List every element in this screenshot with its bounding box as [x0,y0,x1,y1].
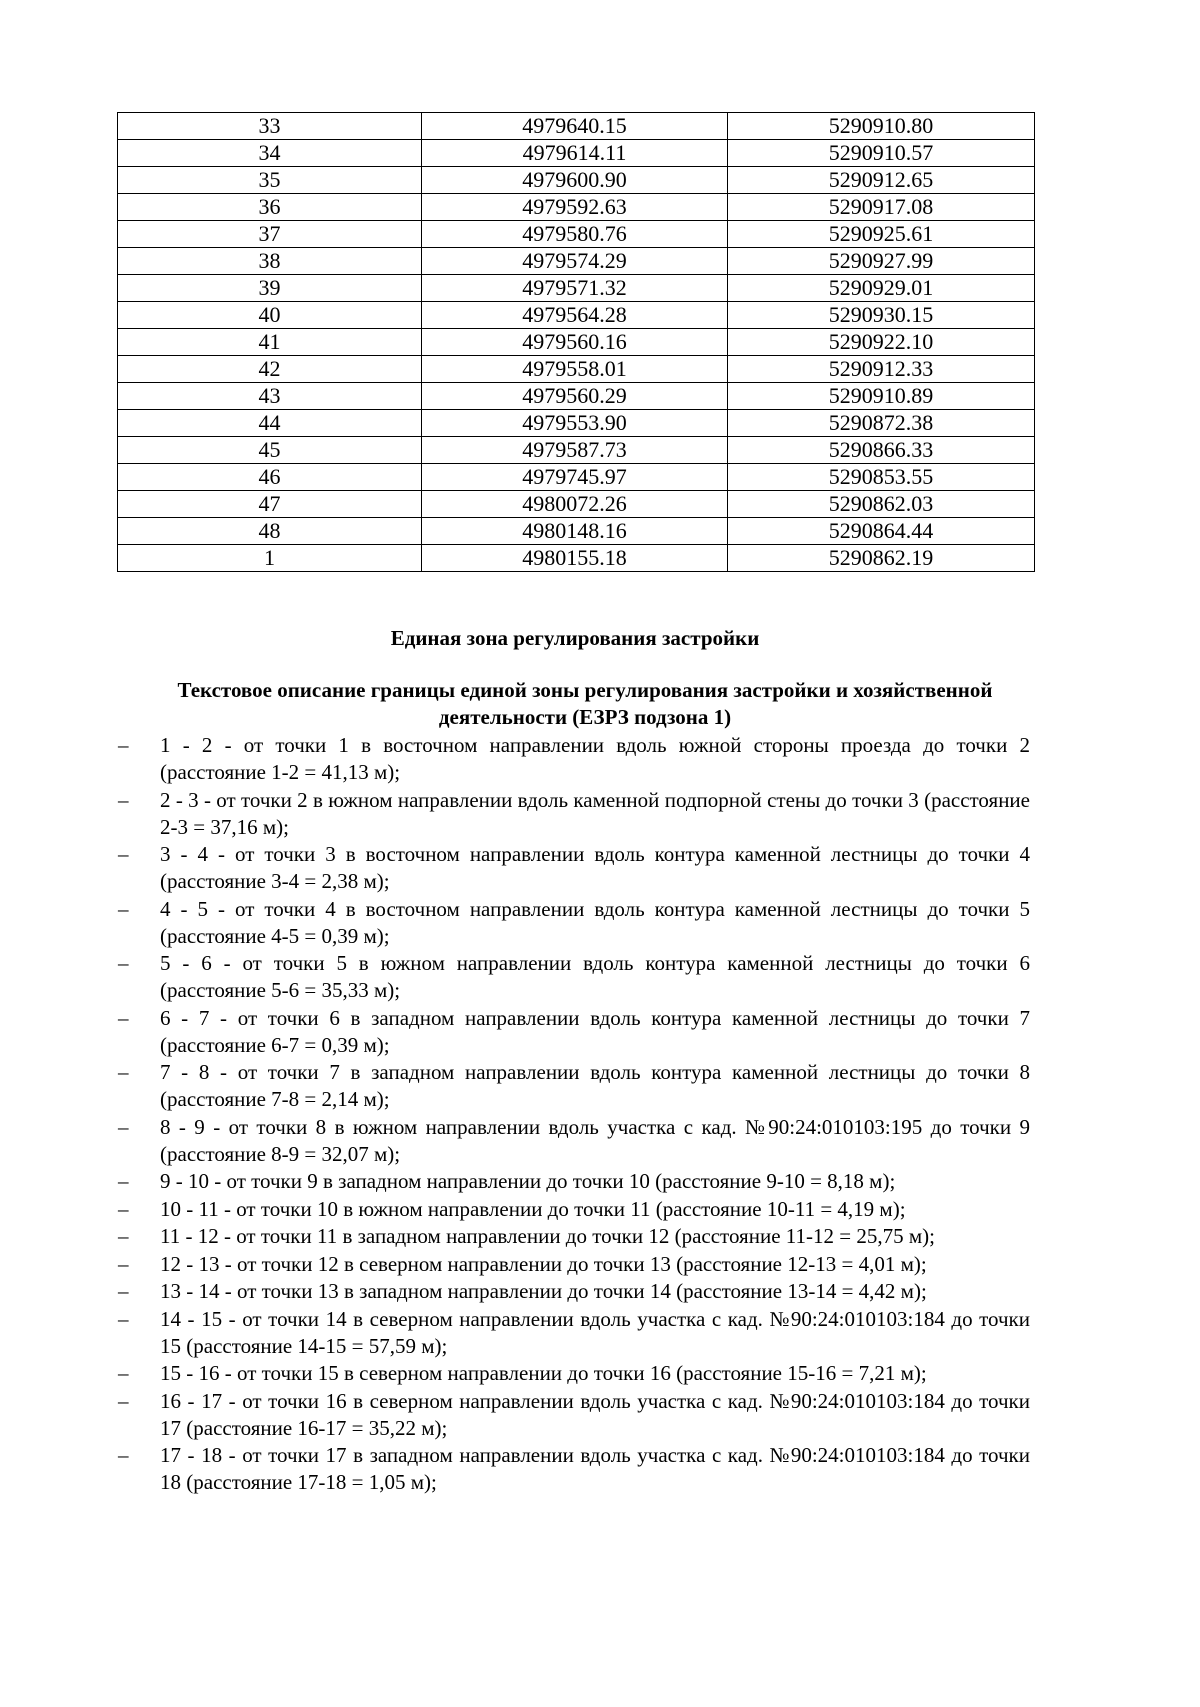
point-number-cell: 34 [118,140,422,167]
list-item-text: 2 - 3 - от точки 2 в южном направлении вдоль каменной подпорной стены до точки 3 (расстояние 2-3 = 37,16 м); [160,787,1030,839]
x-coordinate-cell: 4979745.97 [422,464,728,491]
table-row [118,464,1035,491]
table-row [118,275,1035,302]
dash-bullet: – [118,1361,129,1385]
y-coordinate-cell: 5290910.89 [728,383,1035,410]
list-item [118,1360,1030,1387]
list-item [118,1196,1030,1223]
table-row [118,140,1035,167]
table-row [118,113,1035,140]
point-number-cell: 41 [118,329,422,356]
dash-bullet: – [118,1196,129,1221]
x-coordinate-cell: 4979614.11 [422,140,728,167]
y-coordinate-cell: 5290862.19 [728,545,1035,572]
list-item-text: 1 - 2 - от точки 1 в восточном направлении вдоль южной стороны проезда до точки 2 (расстояние 1-2 = 41,13 м); [160,733,1030,784]
list-item [118,1114,1030,1168]
list-item-text: 15 - 16 - от точки 15 в северном направлении до точки 16 (расстояние 15-16 = 7,21 м); [160,1361,927,1385]
list-item [118,841,1030,895]
dash-bullet: – [118,733,129,757]
dash-bullet: – [118,1114,129,1139]
y-coordinate-cell: 5290912.65 [728,167,1035,194]
x-coordinate-cell: 4980148.16 [422,518,728,545]
list-item-text: 9 - 10 - от точки 9 в западном направлении до точки 10 (расстояние 9-10 = 8,18 м); [160,1169,896,1193]
table-row [118,545,1035,572]
list-item [118,732,1030,786]
dash-bullet: – [118,1388,129,1413]
dash-bullet: – [118,787,129,812]
point-number-cell: 46 [118,464,422,491]
x-coordinate-cell: 4979553.90 [422,410,728,437]
x-coordinate-cell: 4979560.29 [422,383,728,410]
list-item [118,1251,1030,1278]
x-coordinate-cell: 4979564.28 [422,302,728,329]
dash-bullet: – [118,1443,129,1467]
list-item [118,1059,1030,1113]
point-number-cell: 1 [118,545,422,572]
list-item-text: 12 - 13 - от точки 12 в северном направлении до точки 13 (расстояние 12-13 = 4,01 м); [160,1251,927,1276]
dash-bullet: – [118,1251,129,1276]
list-item [118,1223,1030,1250]
boundary-description-list [118,732,1030,1497]
list-item-text: 16 - 17 - от точки 16 в северном направлении вдоль участка с кад. №90:24:010103:184 до точки 17 (расстояние 16-17 = 35,22 м); [160,1388,1030,1440]
point-number-cell: 45 [118,437,422,464]
table-row [118,329,1035,356]
point-number-cell: 43 [118,383,422,410]
point-number-cell: 33 [118,113,422,140]
list-item [118,1168,1030,1195]
x-coordinate-cell: 4979560.16 [422,329,728,356]
table-row [118,302,1035,329]
x-coordinate-cell: 4979558.01 [422,356,728,383]
x-coordinate-cell: 4979600.90 [422,167,728,194]
list-item-text: 7 - 8 - от точки 7 в западном направлении вдоль контура каменной лестницы до точки 8 (расстояние 7-8 = 2,14 м); [160,1060,1030,1111]
table-row [118,383,1035,410]
y-coordinate-cell: 5290910.57 [728,140,1035,167]
list-item-text: 6 - 7 - от точки 6 в западном направлении вдоль контура каменной лестницы до точки 7 (расстояние 6-7 = 0,39 м); [160,1005,1030,1057]
list-item-text: 8 - 9 - от точки 8 в южном направлении вдоль участка с кад. №90:24:010103:195 до точки 9 (расстояние 8-9 = 32,07 м); [160,1114,1030,1166]
y-coordinate-cell: 5290853.55 [728,464,1035,491]
coordinates-table [117,112,1035,572]
section-title: Единая зона регулирования застройки [390,626,760,650]
x-coordinate-cell: 4979592.63 [422,194,728,221]
list-item [118,1442,1030,1496]
table-row [118,167,1035,194]
x-coordinate-cell: 4979571.32 [422,275,728,302]
point-number-cell: 44 [118,410,422,437]
table-row [118,491,1035,518]
point-number-cell: 40 [118,302,422,329]
table-row [118,248,1035,275]
dash-bullet: – [118,896,129,921]
point-number-cell: 38 [118,248,422,275]
list-item-text: 5 - 6 - от точки 5 в южном направлении вдоль контура каменной лестницы до точки 6 (расстояние 5-6 = 35,33 м); [160,951,1030,1002]
list-item [118,1278,1030,1305]
table-row [118,410,1035,437]
y-coordinate-cell: 5290872.38 [728,410,1035,437]
y-coordinate-cell: 5290910.80 [728,113,1035,140]
dash-bullet: – [118,1005,129,1030]
y-coordinate-cell: 5290917.08 [728,194,1035,221]
list-item-text: 17 - 18 - от точки 17 в западном направлении вдоль участка с кад. №90:24:010103:184 до точки 18 (расстояние 17-18 = 1,05 м); [160,1443,1030,1494]
point-number-cell: 47 [118,491,422,518]
list-item [118,1005,1030,1059]
list-item [118,950,1030,1004]
x-coordinate-cell: 4979574.29 [422,248,728,275]
point-number-cell: 36 [118,194,422,221]
x-coordinate-cell: 4980155.18 [422,545,728,572]
y-coordinate-cell: 5290930.15 [728,302,1035,329]
list-item [118,1306,1030,1360]
table-row [118,221,1035,248]
y-coordinate-cell: 5290927.99 [728,248,1035,275]
y-coordinate-cell: 5290912.33 [728,356,1035,383]
list-item-text: 13 - 14 - от точки 13 в западном направлении до точки 14 (расстояние 13-14 = 4,42 м); [160,1279,927,1303]
table-row [118,518,1035,545]
dash-bullet: – [118,1279,129,1303]
point-number-cell: 48 [118,518,422,545]
y-coordinate-cell: 5290866.33 [728,437,1035,464]
dash-bullet: – [118,1224,129,1248]
list-item-text: 14 - 15 - от точки 14 в северном направлении вдоль участка с кад. №90:24:010103:184 до точки 15 (расстояние 14-15 = 57,59 м); [160,1306,1030,1358]
point-number-cell: 35 [118,167,422,194]
list-item [118,896,1030,950]
y-coordinate-cell: 5290864.44 [728,518,1035,545]
y-coordinate-cell: 5290862.03 [728,491,1035,518]
list-item-text: 4 - 5 - от точки 4 в восточном направлении вдоль контура каменной лестницы до точки 5 (расстояние 4-5 = 0,39 м); [160,896,1030,948]
list-item [118,787,1030,841]
dash-bullet: – [118,1306,129,1331]
dash-bullet: – [118,1060,129,1084]
x-coordinate-cell: 4979587.73 [422,437,728,464]
y-coordinate-cell: 5290922.10 [728,329,1035,356]
dash-bullet: – [118,951,129,975]
table-row [118,194,1035,221]
x-coordinate-cell: 4980072.26 [422,491,728,518]
list-item-text: 11 - 12 - от точки 11 в западном направлении до точки 12 (расстояние 11-12 = 25,75 м); [160,1224,935,1248]
section-subtitle: Текстовое описание границы единой зоны регулирования застройки и хозяйственной деятельности (ЕЗРЗ подзона 1) [177,678,993,729]
y-coordinate-cell: 5290929.01 [728,275,1035,302]
dash-bullet: – [118,1169,129,1193]
list-item-text: 10 - 11 - от точки 10 в южном направлении до точки 11 (расстояние 10-11 = 4,19 м); [160,1196,906,1221]
point-number-cell: 39 [118,275,422,302]
x-coordinate-cell: 4979640.15 [422,113,728,140]
table-row [118,356,1035,383]
list-item [118,1388,1030,1442]
point-number-cell: 42 [118,356,422,383]
dash-bullet: – [118,842,129,866]
x-coordinate-cell: 4979580.76 [422,221,728,248]
point-number-cell: 37 [118,221,422,248]
table-row [118,437,1035,464]
list-item-text: 3 - 4 - от точки 3 в восточном направлении вдоль контура каменной лестницы до точки 4 (расстояние 3-4 = 2,38 м); [160,842,1030,893]
y-coordinate-cell: 5290925.61 [728,221,1035,248]
